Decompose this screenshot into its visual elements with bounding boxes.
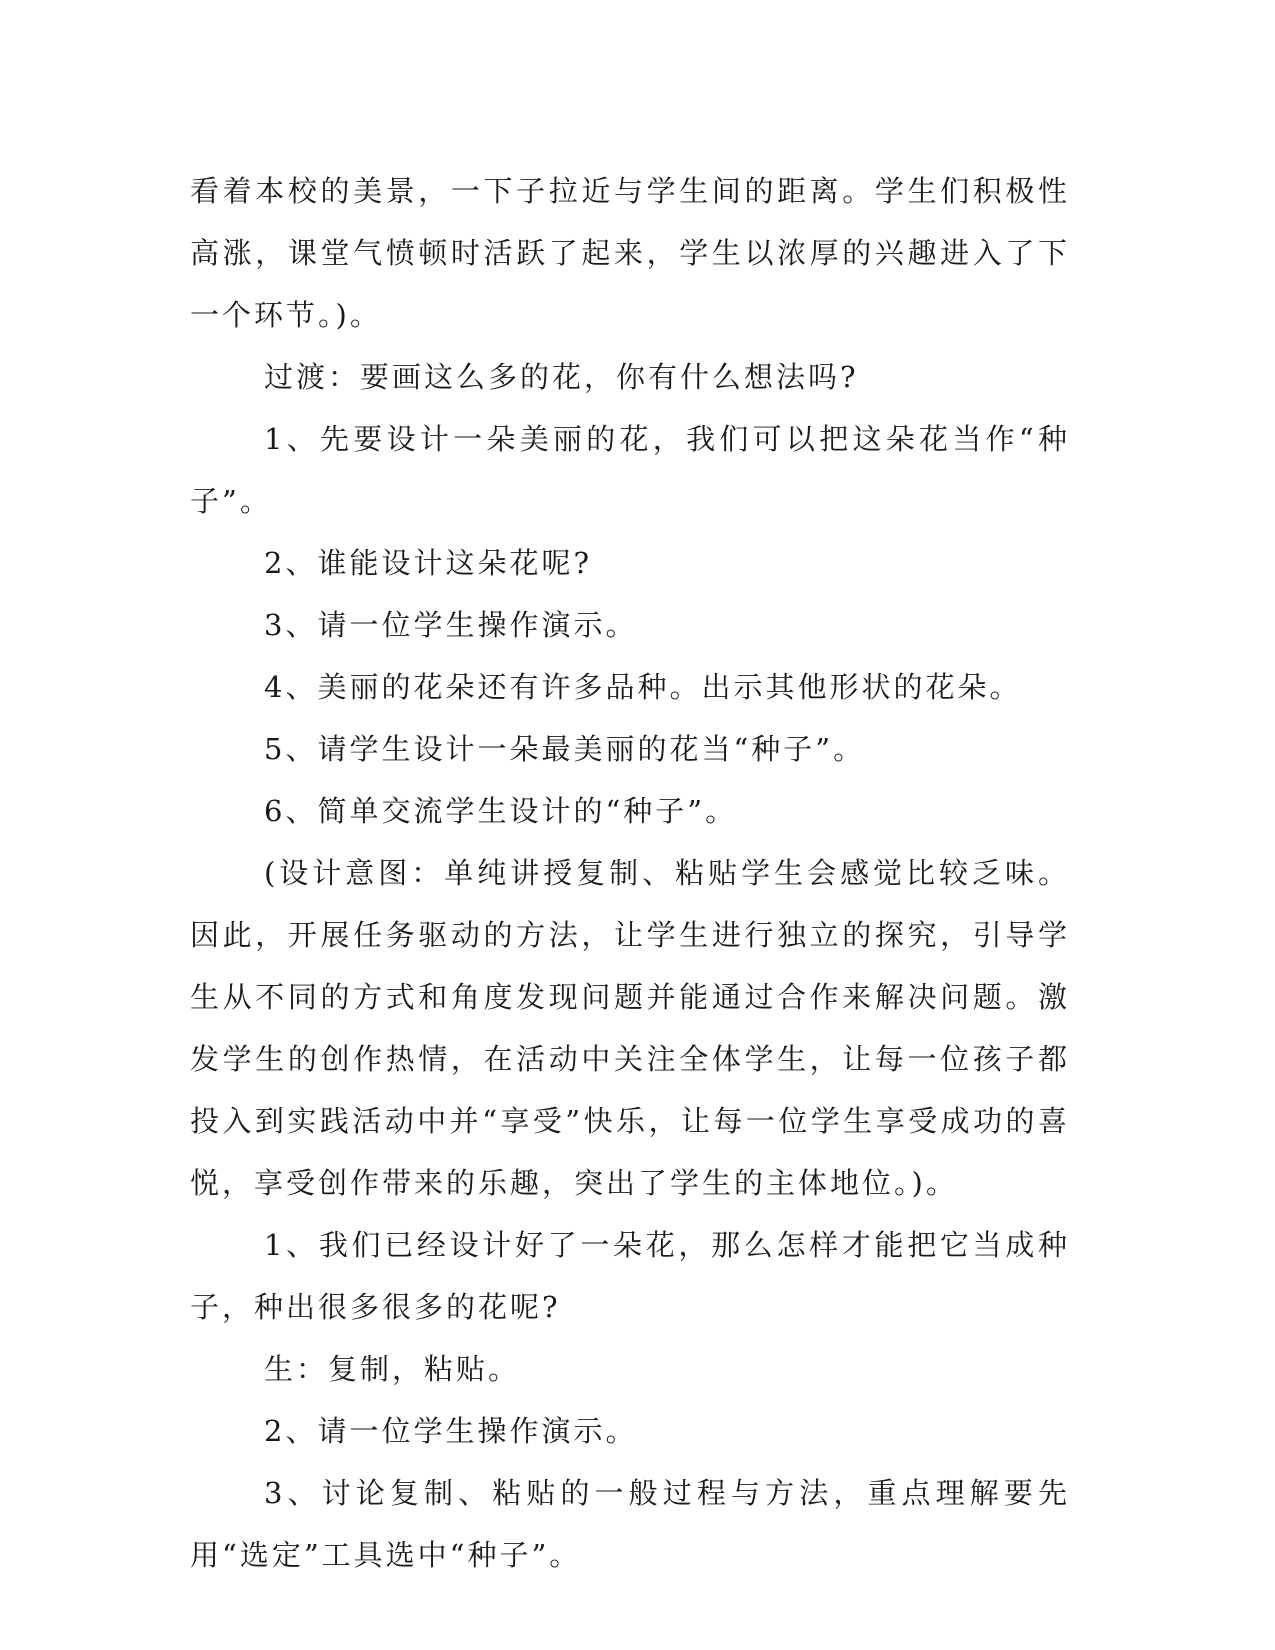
paragraph-continuation: 看着本校的美景，一下子拉近与学生间的距离。学生们积极性高涨，课堂气愤顿时活跃了起来，学生以浓厚的兴趣进入了下一个环节。)。 <box>190 174 1070 332</box>
list-item: 5、请学生设计一朵最美丽的花当“种子”。 <box>264 732 866 766</box>
list-item: 3、请一位学生操作演示。 <box>264 608 638 642</box>
document-body <box>190 160 1070 1586</box>
paragraph-transition: 过渡：要画这么多的花，你有什么想法吗? <box>264 360 859 394</box>
paragraph-student-answer: 生：复制，粘贴。 <box>264 1352 521 1386</box>
list-item: 2、请一位学生操作演示。 <box>264 1414 638 1448</box>
list-item: 1、我们已经设计好了一朵花，那么怎样才能把它当成种子，种出很多很多的花呢? <box>190 1228 1070 1324</box>
list-item: 3、讨论复制、粘贴的一般过程与方法，重点理解要先用“选定”工具选中“种子”。 <box>190 1476 1070 1572</box>
list-item: 4、美丽的花朵还有许多品种。出示其他形状的花朵。 <box>264 670 1022 704</box>
list-item: 2、谁能设计这朵花呢? <box>264 546 592 580</box>
paragraph-design-intent: (设计意图：单纯讲授复制、粘贴学生会感觉比较乏味。因此，开展任务驱动的方法，让学生进行独立的探究，引导学生从不同的方式和角度发现问题并能通过合作来解决问题。激发学生的创作热情，在活动中关注全体学生，让每一位孩子都投入到实践活动中并“享受”快乐，让每一位学生享受成功的喜悦，享受创作带来的乐趣，突出了学生的主体地位。)。 <box>190 856 1070 1200</box>
list-item: 1、先要设计一朵美丽的花，我们可以把这朵花当作“种子”。 <box>190 422 1070 518</box>
list-item: 6、简单交流学生设计的“种子”。 <box>264 794 738 828</box>
